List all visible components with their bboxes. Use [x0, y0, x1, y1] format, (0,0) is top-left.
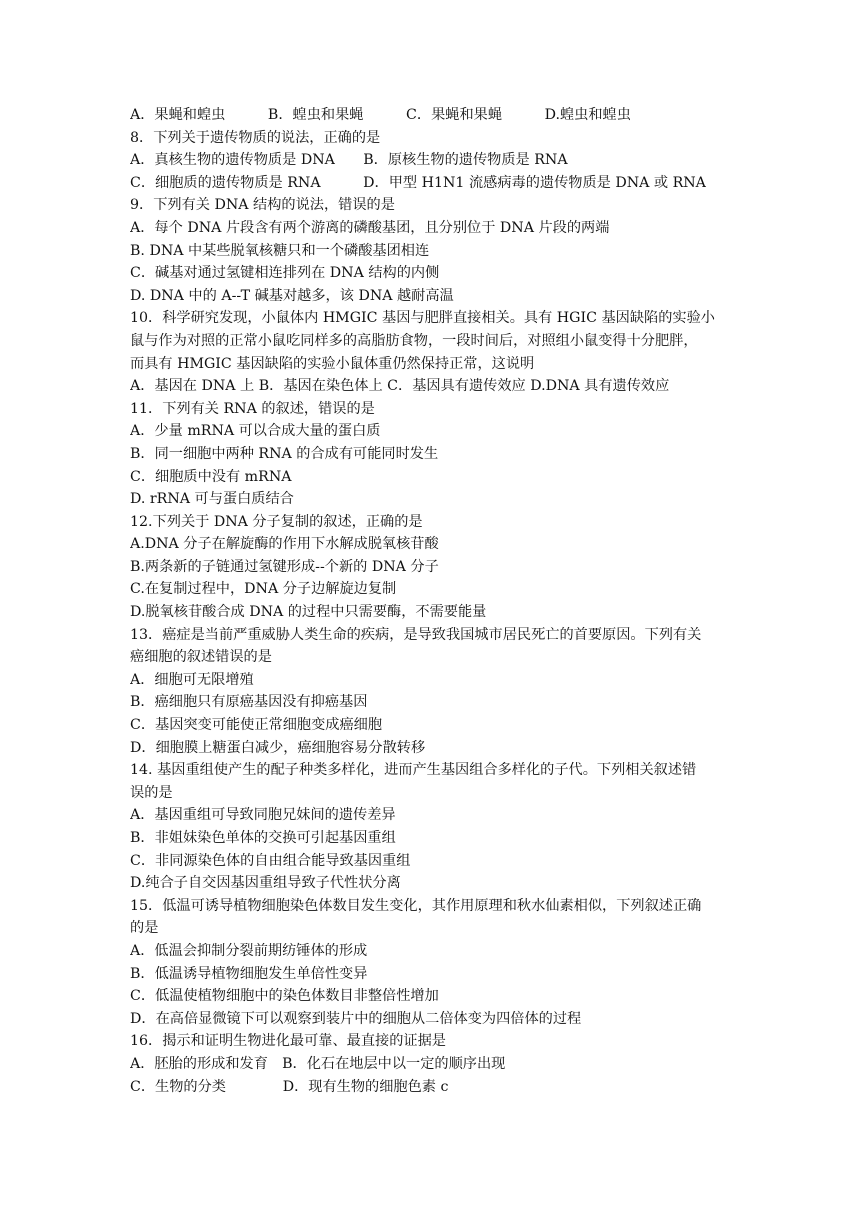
question-15-option-b: B．低温诱导植物细胞发生单倍性变异 — [130, 965, 368, 982]
question-13-option-a: A．细胞可无限增殖 — [130, 671, 254, 688]
question-13-stem-2: 癌细胞的叙述错误的是 — [130, 649, 272, 666]
question-10-stem-3: 而具有 HMGIC 基因缺陷的实验小鼠体重仍然保持正常，这说明 — [130, 355, 535, 372]
question-12-option-b: B.两条新的子链通过氢键形成--个新的 DNA 分子 — [130, 558, 439, 575]
question-8-stem: 8．下列关于遗传物质的说法，正确的是 — [130, 129, 381, 146]
question-16-options-cd: C．生物的分类 D．现有生物的细胞色素 c — [130, 1078, 449, 1095]
question-11-option-b: B．同一细胞中两种 RNA 的合成有可能同时发生 — [130, 445, 439, 462]
text-line-q7-options: A．果蝇和蝗虫 B．蝗虫和果蝇 C．果蝇和果蝇 D.蝗虫和蝗虫 — [130, 107, 631, 123]
question-10-options: A．基因在 DNA 上 B．基因在染色体上 C．基因具有遗传效应 D.DNA 具有遗传效应 — [130, 378, 670, 395]
question-12-option-a: A.DNA 分子在解旋酶的作用下水解成脱氧核苷酸 — [130, 536, 439, 553]
question-12-option-c: C.在复制过程中，DNA 分子边解旋边复制 — [130, 581, 397, 598]
question-14-stem-1: 14. 基因重组使产生的配子种类多样化，进而产生基因组合多样化的子代。下列相关叙述错 — [130, 762, 697, 779]
question-12-option-d: D.脱氧核苷酸合成 DNA 的过程中只需要酶，不需要能量 — [130, 604, 487, 621]
question-14-option-c: C．非同源染色体的自由组合能导致基因重组 — [130, 852, 411, 869]
question-15-option-d: D．在高倍显微镜下可以观察到装片中的细胞从二倍体变为四倍体的过程 — [130, 1010, 582, 1027]
question-9-option-d: D. DNA 中的 A--T 碱基对越多，该 DNA 越耐高温 — [130, 287, 454, 304]
question-11-option-c: C．细胞质中没有 mRNA — [130, 468, 292, 485]
question-15-stem-1: 15．低温可诱导植物细胞染色体数目发生变化，其作用原理和秋水仙素相似，下列叙述正确 — [130, 897, 702, 914]
question-8-options-cd: C．细胞质的遗传物质是 RNA D．甲型 H1N1 流感病毒的遗传物质是 DNA 或 RNA — [130, 174, 706, 191]
question-13-option-b: B．癌细胞只有原癌基因没有抑癌基因 — [130, 694, 368, 711]
question-13-option-c: C．基因突变可能使正常细胞变成癌细胞 — [130, 717, 383, 734]
question-10-stem-2: 鼠与作为对照的正常小鼠吃同样多的高脂肪食物，一段时间后，对照组小鼠变得十分肥胖， — [130, 332, 698, 349]
question-15-option-c: C．低温使植物细胞中的染色体数目非整倍性增加 — [130, 988, 439, 1005]
question-14-option-a: A．基因重组可导致同胞兄妹间的遗传差异 — [130, 807, 396, 824]
question-14-stem-2: 误的是 — [130, 784, 173, 801]
question-14-option-d: D.纯合子自交因基因重组导致子代性状分离 — [130, 875, 401, 892]
question-14-option-b: B．非姐妹染色单体的交换可引起基因重组 — [130, 830, 396, 846]
question-9-option-a: A．每个 DNA 片段含有两个游离的磷酸基团，且分别位于 DNA 片段的两端 — [130, 219, 610, 236]
question-16-options-ab: A．胚胎的形成和发育 B．化石在地层中以一定的顺序出现 — [130, 1055, 506, 1072]
question-13-option-d: D．细胞膜上糖蛋白减少，癌细胞容易分散转移 — [130, 739, 426, 756]
question-11-option-d: D. rRNA 可与蛋白质结合 — [130, 491, 294, 508]
question-8-options-ab: A．真核生物的遗传物质是 DNA B．原核生物的遗传物质是 RNA — [130, 152, 568, 169]
question-9-option-c: C．碱基对通过氢键相连排列在 DNA 结构的内侧 — [130, 265, 440, 282]
question-12-stem: 12.下列关于 DNA 分子复制的叙述，正确的是 — [130, 513, 423, 530]
question-13-stem-1: 13．癌症是当前严重威胁人类生命的疾病，是导致我国城市居民死亡的首要原因。下列有关 — [130, 626, 702, 643]
question-11-stem: 11．下列有关 RNA 的叙述，错误的是 — [130, 400, 375, 417]
question-15-option-a: A．低温会抑制分裂前期纺锤体的形成 — [130, 942, 368, 959]
question-11-option-a: A．少量 mRNA 可以合成大量的蛋白质 — [130, 423, 381, 440]
question-16-stem: 16．揭示和证明生物进化最可靠、最直接的证据是 — [130, 1033, 446, 1050]
question-9-option-b: B. DNA 中某些脱氧核糖只和一个磷酸基团相连 — [130, 242, 430, 259]
question-9-stem: 9．下列有关 DNA 结构的说法，错误的是 — [130, 197, 395, 214]
question-15-stem-2: 的是 — [130, 920, 159, 937]
question-10-stem-1: 10．科学研究发现，小鼠体内 HMGIC 基因与肥胖直接相关。具有 HGIC 基因缺陷的实验小 — [130, 310, 715, 327]
